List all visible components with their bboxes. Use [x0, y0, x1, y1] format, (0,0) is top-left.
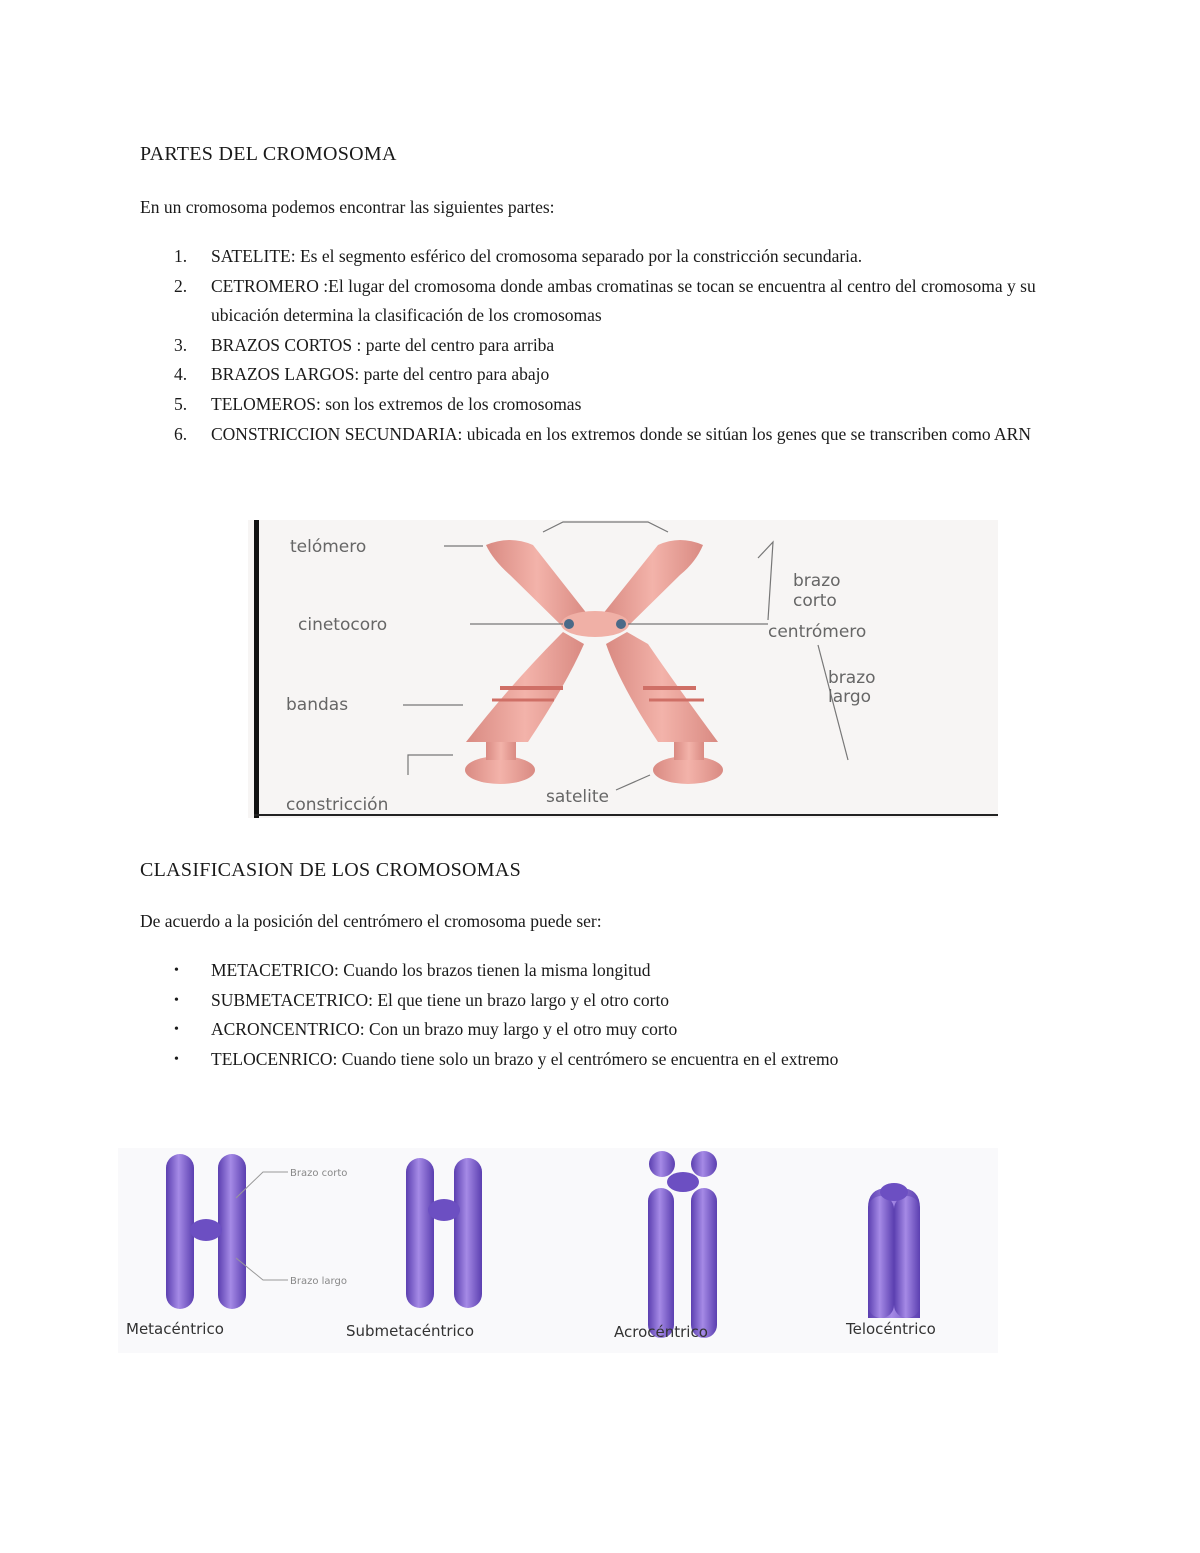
list-item: • ACRONCENTRICO: Con un brazo muy largo y el otro muy corto	[174, 1019, 678, 1040]
section-title-clasificacion: CLASIFICASION DE LOS CROMOSOMAS	[140, 859, 522, 881]
label-brazo-corto-1: brazo	[793, 571, 841, 591]
label-constriccion: constricción	[286, 795, 389, 815]
constriction-left	[486, 742, 516, 760]
label-brazo-largo-1: brazo	[828, 668, 876, 688]
telocentric-chromosome	[868, 1183, 920, 1318]
label-brazo-corto-2: corto	[793, 591, 837, 611]
figure-left-border	[254, 520, 259, 818]
section-title-partes: PARTES DEL CROMOSOMA	[140, 143, 397, 165]
kinetochore-right	[616, 619, 626, 629]
label-brazo-largo: Brazo largo	[290, 1276, 347, 1287]
list-item: 3. BRAZOS CORTOS : parte del centro para arriba	[174, 334, 555, 355]
intro-clasificacion: De acuerdo a la posición del centrómero el cromosoma puede ser:	[140, 911, 602, 931]
label-bandas: bandas	[286, 695, 349, 715]
partes-list	[140, 242, 1070, 449]
label-telomero: telómero	[290, 537, 367, 557]
kinetochore-left	[564, 619, 574, 629]
list-item: • SUBMETACETRICO: El que tiene un brazo largo y el otro corto	[174, 989, 670, 1010]
list-item: 5. TELOMEROS: son los extremos de los cromosomas	[174, 393, 582, 414]
label-metacentrico: Metacéntrico	[126, 1320, 224, 1338]
label-brazo-corto: Brazo corto	[290, 1168, 348, 1179]
label-telocentrico: Telocéntrico	[846, 1320, 936, 1338]
list-item: • TELOCENRICO: Cuando tiene solo un brazo y el centrómero se encuentra en el extremo	[174, 1048, 839, 1069]
label-acrocentrico: Acrocéntrico	[614, 1323, 708, 1341]
label-submetacentrico: Submetacéntrico	[346, 1322, 475, 1340]
label-satelite: satelite	[546, 787, 609, 807]
chromosome-types-figure	[118, 1148, 998, 1353]
label-brazo-largo-2: largo	[828, 687, 872, 707]
label-cinetocoro: cinetocoro	[298, 615, 388, 635]
chromosome-parts-figure	[248, 520, 998, 818]
constriction-right	[674, 742, 704, 760]
intro-partes: En un cromosoma podemos encontrar las siguientes partes:	[140, 197, 555, 217]
satellite-left	[465, 756, 535, 784]
list-item: 6. CONSTRICCION SECUNDARIA: ubicada en los extremos donde se sitúan los genes que se transcriben como ARN	[174, 423, 1031, 444]
clasificacion-list	[140, 956, 1070, 1074]
list-item: 1. SATELITE: Es el segmento esférico del cromosoma separado por la constricción secundaria.	[174, 246, 863, 266]
list-item: 2. CETROMERO :El lugar del cromosoma donde ambas cromatinas se tocan se encuentra al centro del cromosoma y su ubicación determina la clasificación de los cromosomas	[174, 275, 1036, 326]
list-item: 4. BRAZOS LARGOS: parte del centro para abajo	[174, 364, 550, 385]
label-centromero: centrómero	[768, 622, 867, 642]
list-item: • METACETRICO: Cuando los brazos tienen la misma longitud	[174, 960, 651, 980]
satellite-right	[653, 756, 723, 784]
